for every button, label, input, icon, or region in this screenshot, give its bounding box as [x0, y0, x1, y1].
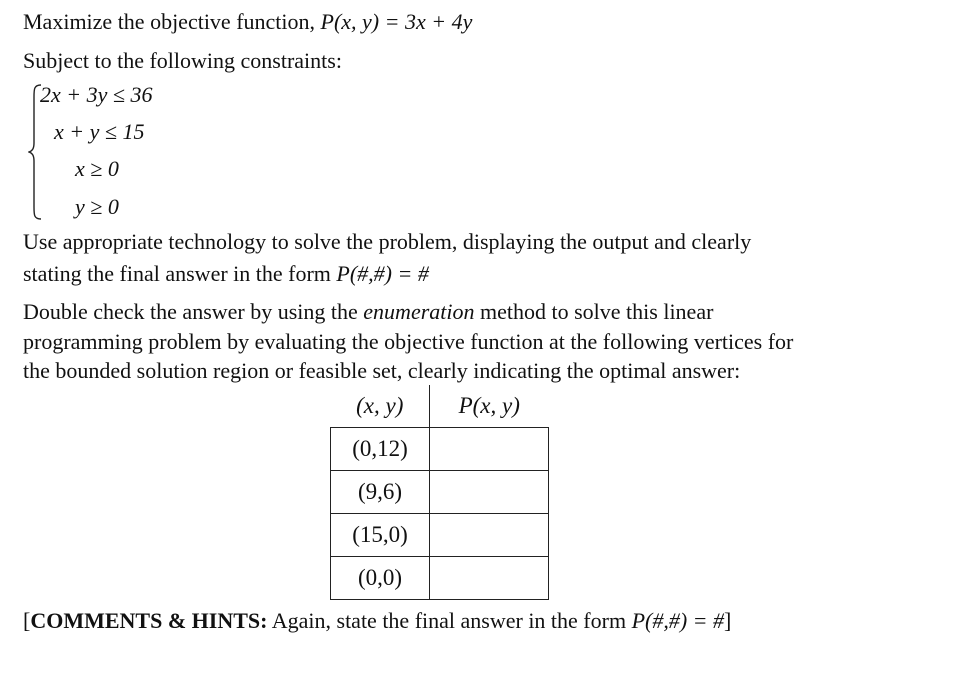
open-bracket: [ [23, 608, 31, 633]
constraint-3: x ≥ 0 [75, 156, 119, 181]
value-cell[interactable] [430, 557, 549, 600]
enumeration-line3: the bounded solution region or feasible set, clearly indicating the optimal answer: [23, 358, 741, 383]
value-cell[interactable] [430, 428, 549, 471]
answer-form: P(#,#) = # [336, 261, 429, 286]
subject-to-line: Subject to the following constraints: [23, 48, 342, 73]
comments-hints [23, 606, 731, 636]
enum-method: enumeration [363, 299, 475, 324]
footer-answer-form: P(#,#) = # [631, 608, 725, 633]
enum-prefix: Double check the answer by using the [23, 299, 364, 324]
vertex-cell: (0,0) [331, 557, 430, 600]
technology-instruction-line2 [23, 260, 429, 288]
table-row [331, 514, 549, 557]
technology-instruction-line1: Use appropriate technology to solve the problem, displaying the output and clearly [23, 229, 752, 254]
answer-form-prefix: stating the final answer in the form [23, 261, 337, 286]
table-row [331, 471, 549, 514]
enumeration-line2: programming problem by evaluating the objective function at the following vertices for [23, 329, 794, 354]
maximize-text: Maximize the objective function, [23, 9, 321, 34]
vertex-cell: (15,0) [331, 514, 430, 557]
constraint-1: 2x + 3y ≤ 36 [40, 82, 153, 107]
enum-suffix: method to solve this linear [474, 299, 714, 324]
table-row [331, 557, 549, 600]
table-row [331, 428, 549, 471]
objective-line [23, 8, 472, 36]
constraint-4: y ≥ 0 [75, 194, 119, 219]
comments-text: Again, state the final answer in the form [267, 608, 632, 633]
objective-function: P(x, y) = 3x + 4y [320, 9, 473, 34]
header-value: P(x, y) [430, 385, 549, 428]
constraint-2: x + y ≤ 15 [54, 119, 145, 144]
header-vertex: (x, y) [331, 385, 430, 428]
vertex-cell: (9,6) [331, 471, 430, 514]
table-header-row [331, 385, 549, 428]
enumeration-line1 [23, 298, 713, 326]
value-cell[interactable] [430, 514, 549, 557]
comments-label: COMMENTS & HINTS: [30, 608, 268, 633]
close-bracket: ] [724, 608, 732, 633]
vertex-cell: (0,12) [331, 428, 430, 471]
value-cell[interactable] [430, 471, 549, 514]
vertex-table [330, 385, 549, 600]
